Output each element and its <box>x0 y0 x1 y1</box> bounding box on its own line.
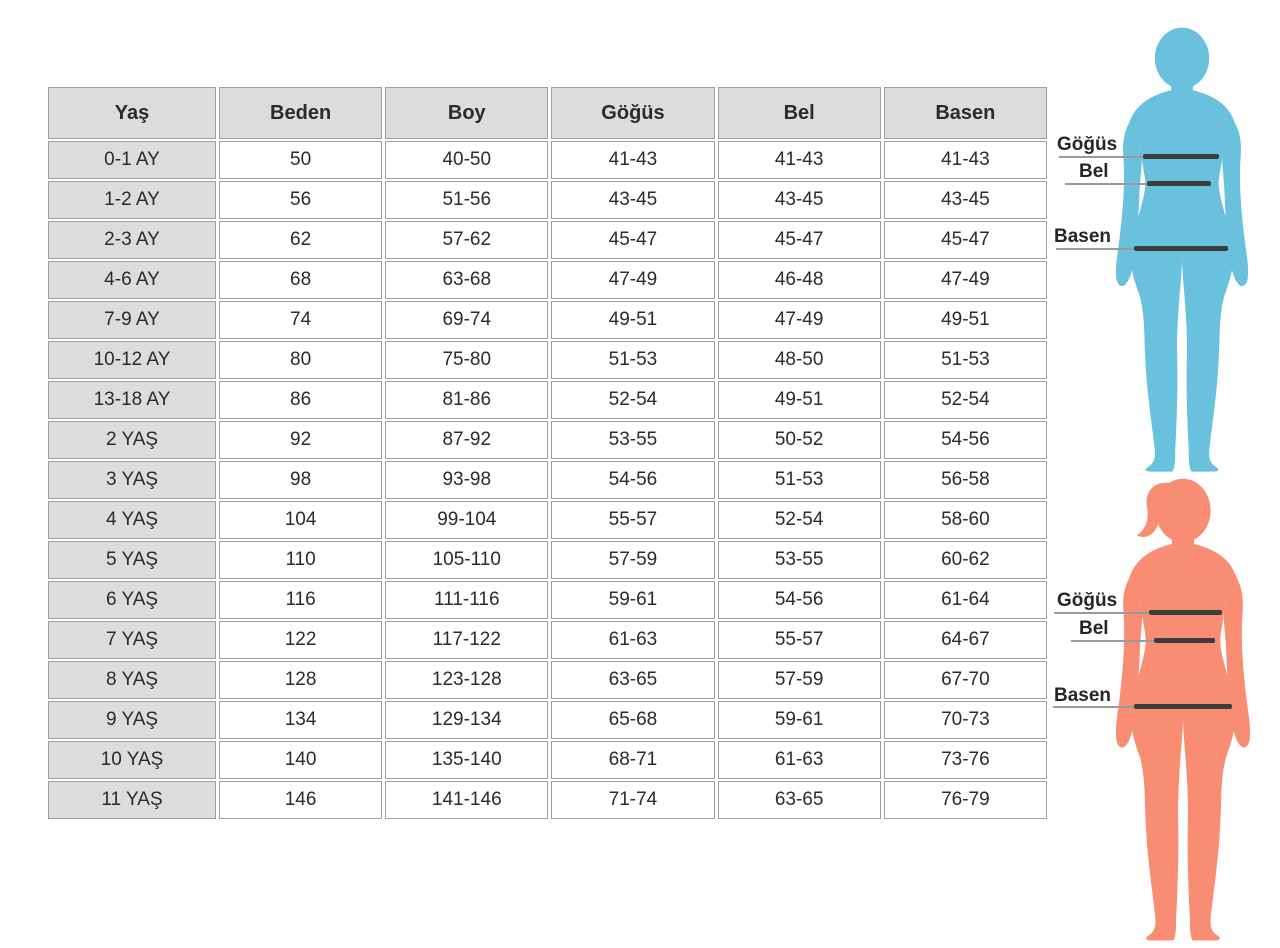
size-cell: 128 <box>219 661 382 699</box>
size-cell: 68 <box>219 261 382 299</box>
table-header-row <box>48 87 1047 139</box>
child-waist-label: Bel <box>1079 618 1109 639</box>
row-header: 10 YAŞ <box>48 741 216 779</box>
row-header: 10-12 AY <box>48 341 216 379</box>
size-cell: 146 <box>219 781 382 819</box>
size-cell: 74 <box>219 301 382 339</box>
size-cell: 55-57 <box>551 501 714 539</box>
row-header: 7 YAŞ <box>48 621 216 659</box>
size-cell: 110 <box>219 541 382 579</box>
size-cell: 47-49 <box>718 301 881 339</box>
size-cell: 93-98 <box>385 461 548 499</box>
size-cell: 54-56 <box>884 421 1047 459</box>
size-cell: 49-51 <box>718 381 881 419</box>
size-cell: 111-116 <box>385 581 548 619</box>
table-row <box>48 141 1047 179</box>
size-cell: 51-56 <box>385 181 548 219</box>
size-cell: 40-50 <box>385 141 548 179</box>
size-cell: 51-53 <box>551 341 714 379</box>
size-cell: 61-63 <box>551 621 714 659</box>
child-hip-label: Basen <box>1054 685 1112 706</box>
size-cell: 41-43 <box>551 141 714 179</box>
size-cell: 52-54 <box>551 381 714 419</box>
size-cell: 54-56 <box>718 581 881 619</box>
table-row <box>48 741 1047 779</box>
size-cell: 50-52 <box>718 421 881 459</box>
size-cell: 61-63 <box>718 741 881 779</box>
size-cell: 140 <box>219 741 382 779</box>
size-cell: 63-65 <box>718 781 881 819</box>
table-row <box>48 701 1047 739</box>
child-waist-measure-line <box>1154 638 1215 643</box>
size-cell: 43-45 <box>884 181 1047 219</box>
table-row <box>48 501 1047 539</box>
size-cell: 49-51 <box>551 301 714 339</box>
adult-hip-measure-line <box>1134 246 1228 251</box>
size-cell: 61-64 <box>884 581 1047 619</box>
column-header: Yaş <box>48 87 216 139</box>
size-cell: 67-70 <box>884 661 1047 699</box>
table-row <box>48 181 1047 219</box>
size-cell: 99-104 <box>385 501 548 539</box>
column-header: Beden <box>219 87 382 139</box>
size-cell: 57-59 <box>551 541 714 579</box>
table-row <box>48 341 1047 379</box>
row-header: 2 YAŞ <box>48 421 216 459</box>
size-cell: 104 <box>219 501 382 539</box>
size-cell: 69-74 <box>385 301 548 339</box>
size-cell: 56 <box>219 181 382 219</box>
woman-silhouette <box>1114 25 1250 477</box>
column-header: Boy <box>385 87 548 139</box>
size-cell: 63-68 <box>385 261 548 299</box>
row-header: 9 YAŞ <box>48 701 216 739</box>
size-cell: 70-73 <box>884 701 1047 739</box>
size-cell: 55-57 <box>718 621 881 659</box>
table-row <box>48 541 1047 579</box>
size-cell: 98 <box>219 461 382 499</box>
table-row <box>48 261 1047 299</box>
adult-hip-label: Basen <box>1054 226 1112 247</box>
size-cell: 51-53 <box>884 341 1047 379</box>
child-chest-label: Göğüs <box>1057 590 1118 611</box>
row-header: 13-18 AY <box>48 381 216 419</box>
size-cell: 41-43 <box>884 141 1047 179</box>
child-hip-measure-line <box>1134 704 1232 709</box>
row-header: 8 YAŞ <box>48 661 216 699</box>
size-cell: 87-92 <box>385 421 548 459</box>
size-cell: 57-62 <box>385 221 548 259</box>
table-row <box>48 461 1047 499</box>
column-header: Basen <box>884 87 1047 139</box>
size-cell: 52-54 <box>718 501 881 539</box>
row-header: 11 YAŞ <box>48 781 216 819</box>
size-cell: 49-51 <box>884 301 1047 339</box>
size-cell: 134 <box>219 701 382 739</box>
row-header: 2-3 AY <box>48 221 216 259</box>
size-cell: 58-60 <box>884 501 1047 539</box>
girl-silhouette <box>1114 476 1252 946</box>
row-header: 3 YAŞ <box>48 461 216 499</box>
girl-body-shape <box>1116 479 1250 941</box>
size-cell: 52-54 <box>884 381 1047 419</box>
size-cell: 63-65 <box>551 661 714 699</box>
size-cell: 129-134 <box>385 701 548 739</box>
size-cell: 54-56 <box>551 461 714 499</box>
size-cell: 86 <box>219 381 382 419</box>
table-row <box>48 581 1047 619</box>
row-header: 4-6 AY <box>48 261 216 299</box>
column-header: Bel <box>718 87 881 139</box>
table-row <box>48 381 1047 419</box>
row-header: 4 YAŞ <box>48 501 216 539</box>
size-cell: 65-68 <box>551 701 714 739</box>
size-cell: 47-49 <box>551 261 714 299</box>
size-cell: 122 <box>219 621 382 659</box>
size-cell: 123-128 <box>385 661 548 699</box>
size-cell: 141-146 <box>385 781 548 819</box>
size-cell: 117-122 <box>385 621 548 659</box>
size-cell: 53-55 <box>551 421 714 459</box>
size-cell: 57-59 <box>718 661 881 699</box>
size-cell: 45-47 <box>718 221 881 259</box>
size-cell: 43-45 <box>718 181 881 219</box>
table-row <box>48 421 1047 459</box>
size-cell: 47-49 <box>884 261 1047 299</box>
size-cell: 116 <box>219 581 382 619</box>
row-header: 6 YAŞ <box>48 581 216 619</box>
size-cell: 43-45 <box>551 181 714 219</box>
size-cell: 92 <box>219 421 382 459</box>
size-cell: 75-80 <box>385 341 548 379</box>
row-header: 1-2 AY <box>48 181 216 219</box>
size-cell: 45-47 <box>551 221 714 259</box>
size-cell: 64-67 <box>884 621 1047 659</box>
size-chart-table <box>45 85 1050 821</box>
row-header: 7-9 AY <box>48 301 216 339</box>
table-body <box>48 141 1047 819</box>
size-cell: 48-50 <box>718 341 881 379</box>
size-cell: 41-43 <box>718 141 881 179</box>
size-cell: 68-71 <box>551 741 714 779</box>
size-cell: 50 <box>219 141 382 179</box>
adult-waist-measure-line <box>1147 181 1211 186</box>
size-cell: 73-76 <box>884 741 1047 779</box>
size-cell: 71-74 <box>551 781 714 819</box>
table-row <box>48 301 1047 339</box>
size-cell: 135-140 <box>385 741 548 779</box>
row-header: 5 YAŞ <box>48 541 216 579</box>
size-cell: 81-86 <box>385 381 548 419</box>
size-cell: 51-53 <box>718 461 881 499</box>
size-cell: 62 <box>219 221 382 259</box>
size-cell: 80 <box>219 341 382 379</box>
size-cell: 59-61 <box>718 701 881 739</box>
adult-waist-label: Bel <box>1079 161 1109 182</box>
child-chest-measure-line <box>1149 610 1222 615</box>
size-cell: 60-62 <box>884 541 1047 579</box>
table-row <box>48 661 1047 699</box>
size-cell: 105-110 <box>385 541 548 579</box>
row-header: 0-1 AY <box>48 141 216 179</box>
size-cell: 59-61 <box>551 581 714 619</box>
column-header: Göğüs <box>551 87 714 139</box>
table-row <box>48 781 1047 819</box>
size-cell: 56-58 <box>884 461 1047 499</box>
size-cell: 53-55 <box>718 541 881 579</box>
table-row <box>48 621 1047 659</box>
adult-chest-measure-line <box>1143 154 1219 159</box>
adult-chest-label: Göğüs <box>1057 134 1118 155</box>
size-cell: 45-47 <box>884 221 1047 259</box>
size-cell: 76-79 <box>884 781 1047 819</box>
size-cell: 46-48 <box>718 261 881 299</box>
table-row <box>48 221 1047 259</box>
